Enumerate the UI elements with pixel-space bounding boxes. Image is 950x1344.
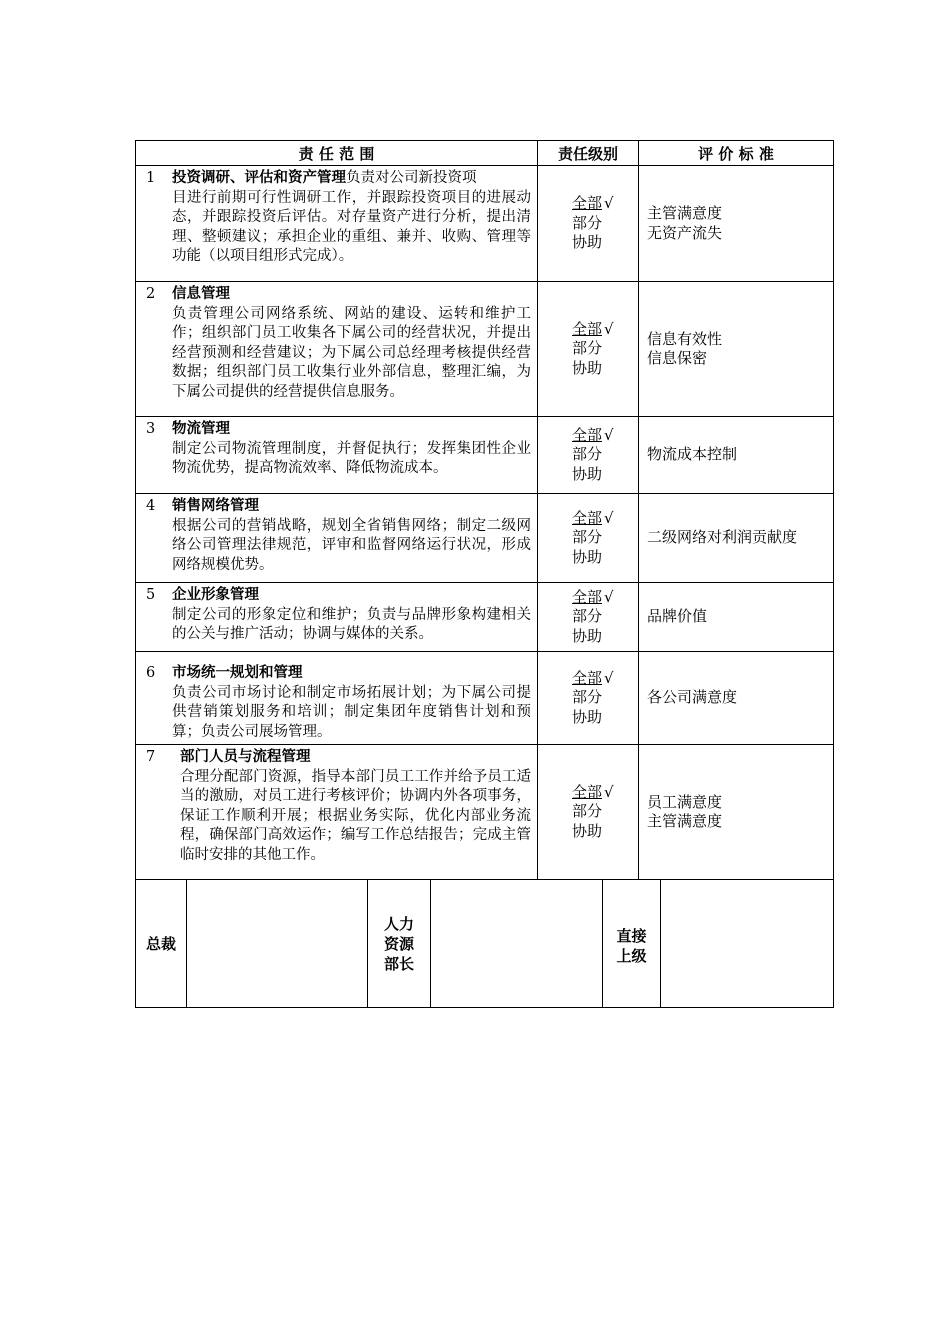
table-row bbox=[136, 494, 834, 583]
level-cell bbox=[538, 417, 639, 494]
row-number: 3 bbox=[146, 421, 156, 437]
header-scope: 责 任 范 围 bbox=[136, 141, 538, 166]
row-number: 7 bbox=[146, 749, 156, 765]
hr-director-signature-field[interactable] bbox=[431, 880, 603, 1008]
row-title: 销售网络管理 bbox=[172, 498, 259, 514]
level-assist: 协助 bbox=[572, 547, 603, 566]
check-mark: √ bbox=[604, 782, 614, 801]
table-row bbox=[136, 745, 834, 880]
criteria-cell bbox=[639, 417, 834, 494]
check-mark: √ bbox=[604, 425, 614, 444]
table-header-row bbox=[136, 141, 834, 166]
criteria-cell bbox=[639, 282, 834, 417]
row-title: 物流管理 bbox=[172, 421, 230, 437]
table-row bbox=[136, 166, 834, 282]
row-title: 企业形象管理 bbox=[172, 587, 259, 603]
responsibility-sheet bbox=[135, 140, 833, 1008]
level-cell bbox=[538, 583, 639, 652]
signature-table bbox=[135, 880, 834, 1008]
row-title: 部门人员与流程管理 bbox=[180, 749, 311, 765]
criteria-cell bbox=[639, 652, 834, 745]
row-number: 5 bbox=[146, 587, 156, 603]
criteria-item: 品牌价值 bbox=[647, 607, 708, 626]
signature-row bbox=[136, 880, 834, 1008]
level-full: 全部 bbox=[572, 425, 603, 444]
superior-label-line: 直接 bbox=[616, 927, 647, 945]
table-row bbox=[136, 417, 834, 494]
criteria-item: 二级网络对利润贡献度 bbox=[647, 528, 798, 547]
criteria-item: 主管满意度 bbox=[647, 812, 723, 830]
criteria-item: 信息保密 bbox=[647, 349, 708, 367]
row-description: 目进行前期可行性调研工作，并跟踪投资项目的进展动态，并跟踪投资后评估。对存量资产进行分析，提出清理、整顿建议；承担企业的重组、兼并、收购、管理等功能（以项目组形式完成）。 bbox=[172, 189, 531, 264]
level-cell bbox=[538, 166, 639, 282]
hr-label-line: 资源 bbox=[383, 934, 414, 953]
row-description-start: 负责对公司新投资项 bbox=[346, 170, 477, 186]
criteria-item: 物流成本控制 bbox=[647, 445, 738, 464]
scope-cell bbox=[136, 583, 538, 652]
level-cell bbox=[538, 652, 639, 745]
level-assist: 协助 bbox=[572, 821, 603, 840]
level-assist: 协助 bbox=[572, 464, 603, 483]
header-criteria: 评 价 标 准 bbox=[639, 141, 834, 166]
level-assist: 协助 bbox=[572, 626, 603, 645]
row-number: 6 bbox=[146, 665, 156, 681]
level-assist: 协助 bbox=[572, 358, 603, 377]
row-description: 负责公司市场讨论和制定市场拓展计划；为下属公司提供营销策划服务和培训；制定集团年度销售计划和预算；负责公司展场管理。 bbox=[172, 684, 531, 740]
scope-cell bbox=[136, 417, 538, 494]
level-partial: 部分 bbox=[572, 607, 603, 626]
check-mark: √ bbox=[604, 194, 614, 213]
hr-label-line: 部长 bbox=[383, 954, 414, 973]
superior-label-line: 上级 bbox=[616, 947, 647, 965]
responsibility-table bbox=[135, 140, 834, 880]
row-description: 制定公司物流管理制度，并督促执行；发挥集团性企业物流优势，提高物流效率、降低物流成本。 bbox=[172, 440, 531, 476]
check-mark: √ bbox=[604, 508, 614, 527]
criteria-item: 无资产流失 bbox=[647, 223, 723, 242]
criteria-item: 各公司满意度 bbox=[647, 688, 738, 707]
row-title: 市场统一规划和管理 bbox=[172, 665, 303, 681]
scope-cell bbox=[136, 745, 538, 880]
level-full: 全部 bbox=[572, 587, 603, 606]
header-level: 责任级别 bbox=[538, 141, 639, 166]
president-label bbox=[136, 880, 187, 1008]
row-number: 2 bbox=[146, 286, 156, 302]
criteria-cell bbox=[639, 745, 834, 880]
row-number: 1 bbox=[146, 170, 156, 186]
row-description: 负责管理公司网络系统、网站的建设、运转和维护工作；组织部门员工收集各下属公司的经营状况，并提出经营预测和经营建议；为下属公司总经理考核提供经营数据；组织部门员工收集行业外部信息，整理汇编，为下属公司提供的经营提供信息服务。 bbox=[172, 305, 531, 400]
criteria-cell bbox=[639, 166, 834, 282]
president-label-text: 总裁 bbox=[145, 934, 176, 953]
level-partial: 部分 bbox=[572, 802, 603, 821]
level-partial: 部分 bbox=[572, 213, 603, 232]
row-number: 4 bbox=[146, 498, 156, 514]
check-mark: √ bbox=[604, 668, 614, 687]
criteria-item: 员工满意度 bbox=[647, 792, 723, 811]
criteria-item: 信息有效性 bbox=[647, 329, 723, 348]
level-cell bbox=[538, 494, 639, 583]
level-partial: 部分 bbox=[572, 688, 603, 707]
level-cell bbox=[538, 745, 639, 880]
check-mark: √ bbox=[604, 319, 614, 338]
level-partial: 部分 bbox=[572, 445, 603, 464]
scope-cell bbox=[136, 282, 538, 417]
direct-superior-signature-field[interactable] bbox=[661, 880, 834, 1008]
level-cell bbox=[538, 282, 639, 417]
scope-cell bbox=[136, 652, 538, 745]
row-description: 根据公司的营销战略，规划全省销售网络；制定二级网络公司管理法律规范，评审和监督网络运行状况，形成网络规模优势。 bbox=[172, 517, 531, 573]
level-full: 全部 bbox=[572, 319, 603, 338]
criteria-item: 主管满意度 bbox=[647, 204, 723, 222]
level-assist: 协助 bbox=[572, 707, 603, 726]
table-row bbox=[136, 652, 834, 745]
row-description: 合理分配部门资源，指导本部门员工工作并给予员工适当的激励，对员工进行考核评价；协调内外各项事务，保证工作顺利开展；根据业务实际，优化内部业务流程，确保部门高效运作；编写工作总结报告；完成主管临时安排的其他工作。 bbox=[180, 768, 531, 863]
direct-superior-label bbox=[603, 880, 661, 1008]
hr-director-label bbox=[368, 880, 431, 1008]
criteria-cell bbox=[639, 583, 834, 652]
scope-cell bbox=[136, 166, 538, 282]
level-assist: 协助 bbox=[572, 233, 603, 252]
president-signature-field[interactable] bbox=[187, 880, 368, 1008]
row-title: 投资调研、评估和资产管理 bbox=[172, 170, 346, 186]
level-full: 全部 bbox=[572, 668, 603, 687]
level-full: 全部 bbox=[572, 782, 603, 801]
table-row bbox=[136, 282, 834, 417]
level-full: 全部 bbox=[572, 508, 603, 527]
table-row bbox=[136, 583, 834, 652]
scope-cell bbox=[136, 494, 538, 583]
check-mark: √ bbox=[604, 587, 614, 606]
level-partial: 部分 bbox=[572, 528, 603, 547]
row-description: 制定公司的形象定位和维护；负责与品牌形象构建相关的公关与推广活动；协调与媒体的关系。 bbox=[172, 606, 531, 642]
criteria-cell bbox=[639, 494, 834, 583]
level-partial: 部分 bbox=[572, 339, 603, 358]
row-title: 信息管理 bbox=[172, 286, 230, 302]
level-full: 全部 bbox=[572, 194, 603, 213]
hr-label-line: 人力 bbox=[383, 914, 414, 933]
